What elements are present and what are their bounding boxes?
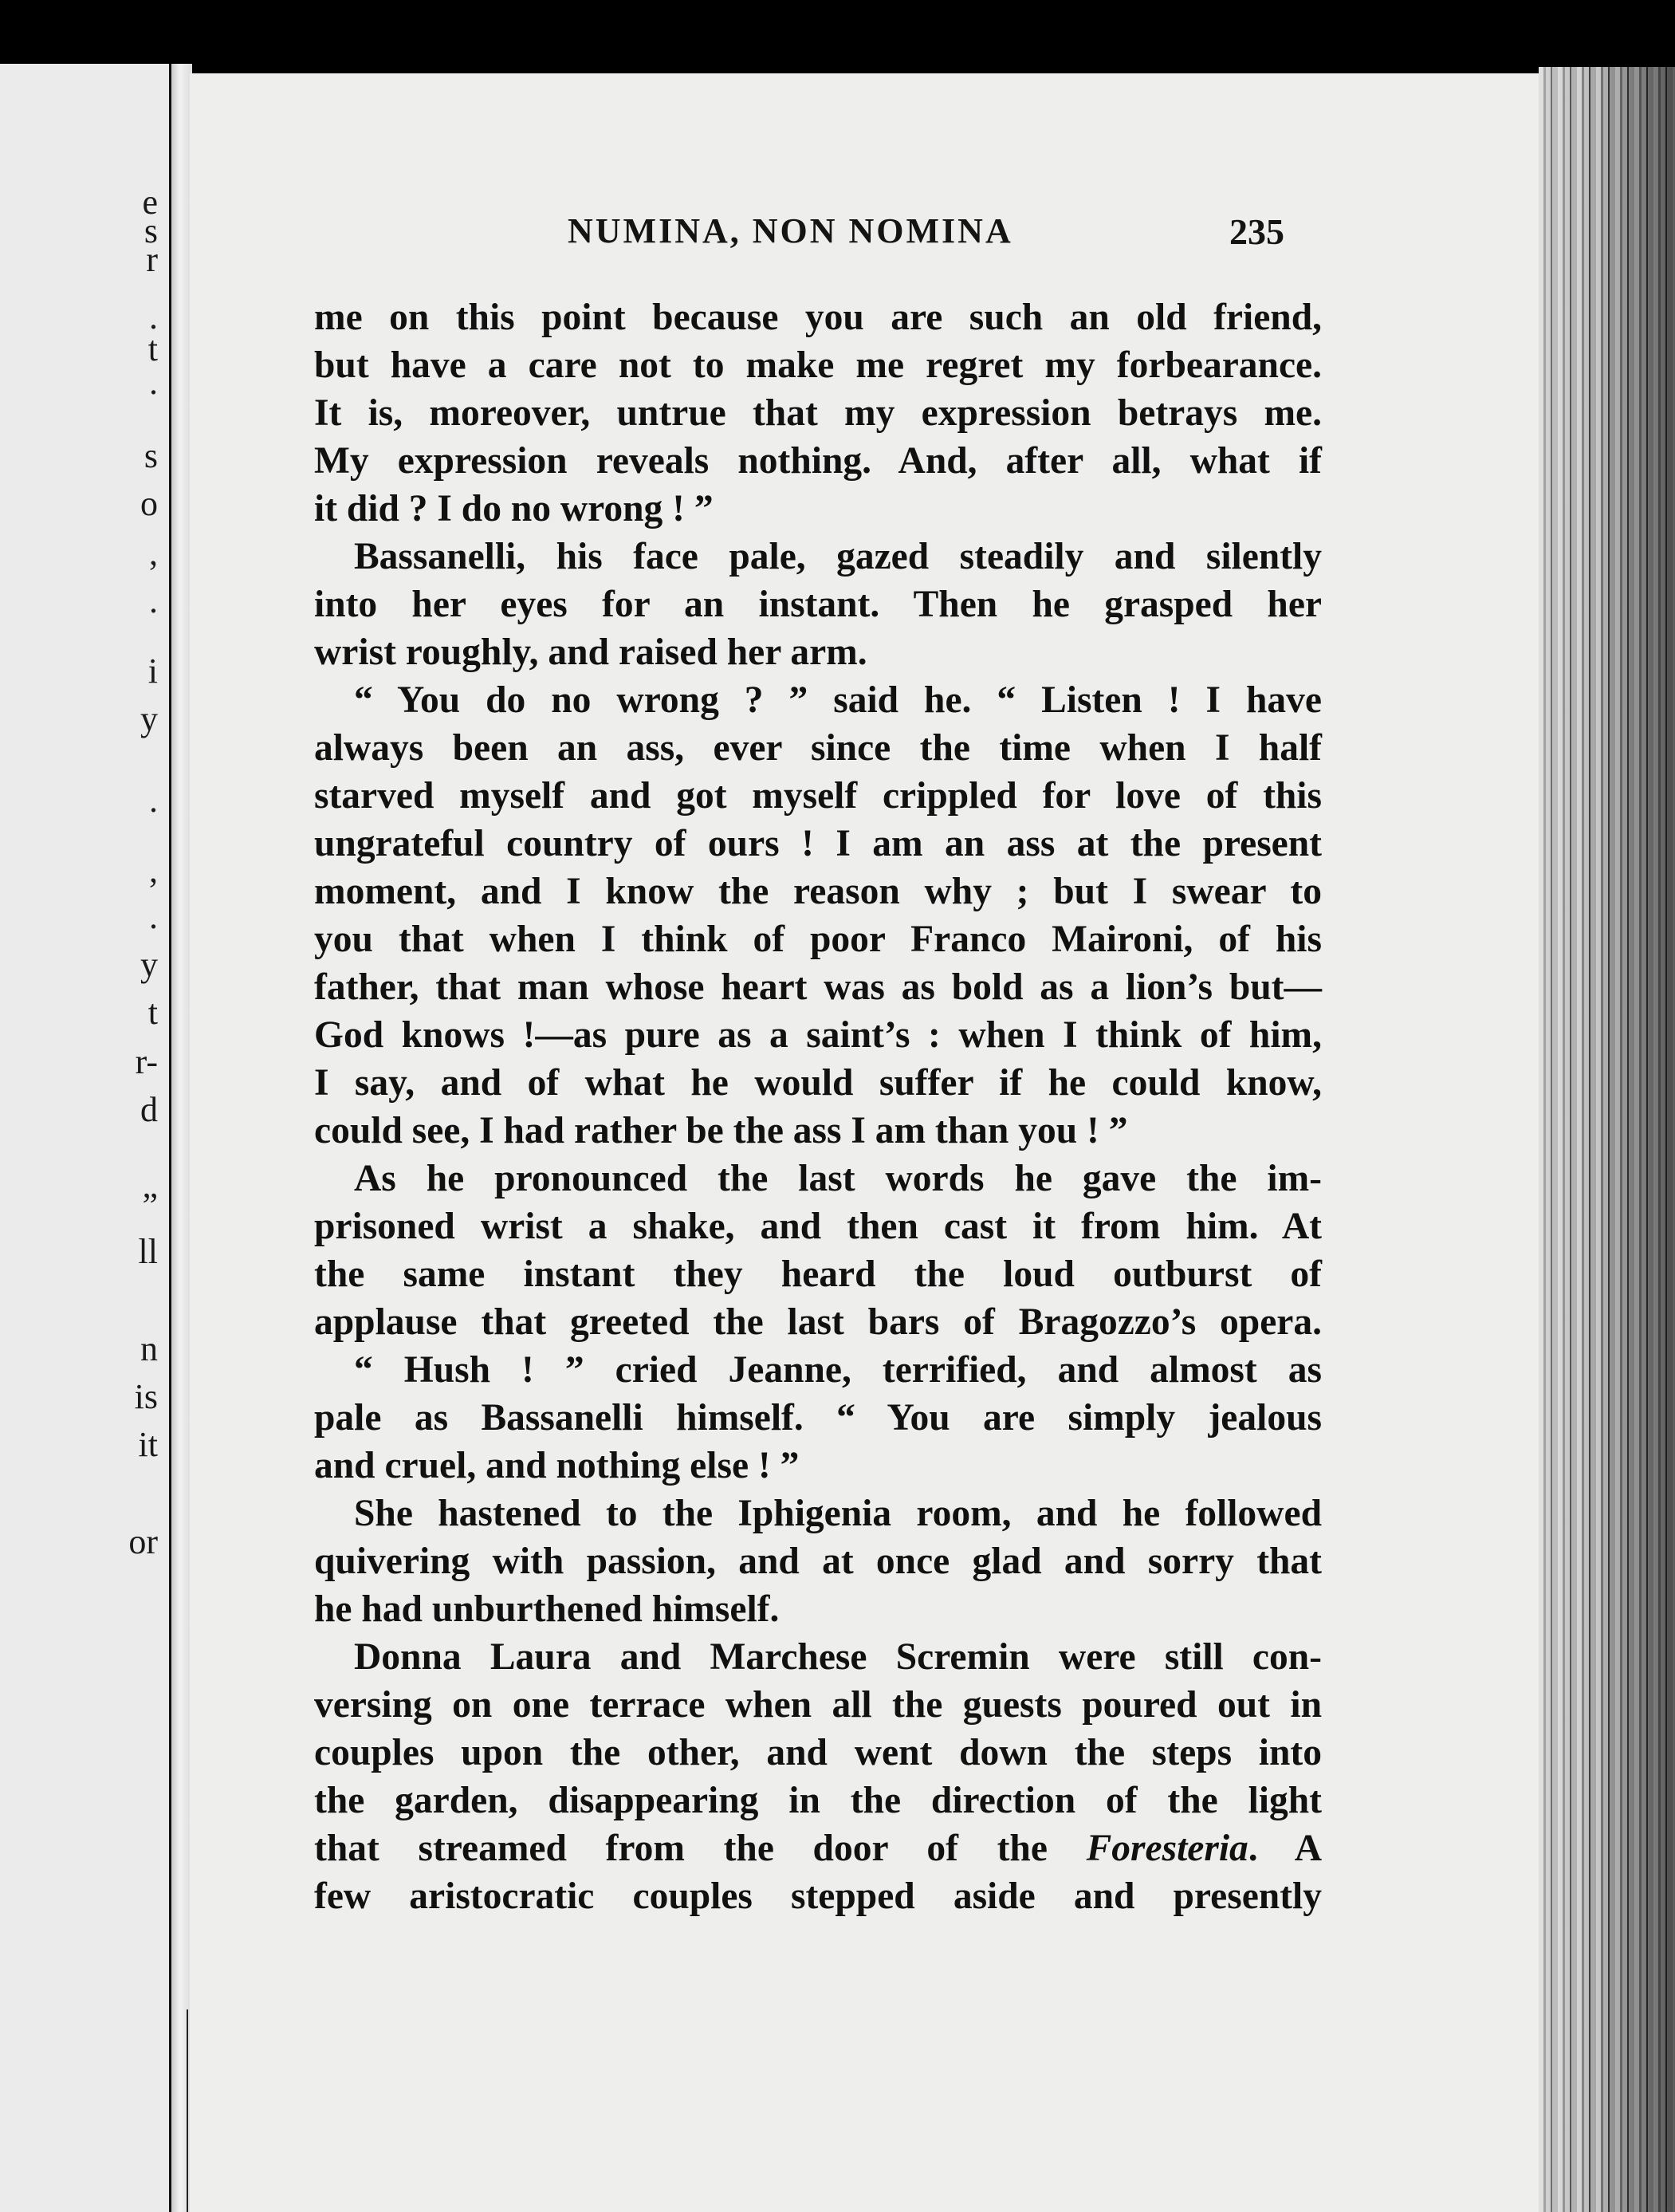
text-line: applause that greeted the last bars of Bragozzo’s opera. — [314, 1301, 1322, 1343]
text-line: you that when I think of poor Franco Maironi, of his — [314, 919, 1322, 960]
left-char: s — [144, 436, 158, 475]
left-char: e — [142, 183, 158, 222]
left-char: y — [140, 945, 158, 984]
text-line: Bassanelli, his face pale, gazed steadily and silently — [354, 536, 1322, 577]
text-line: God knows !—as pure as a saint’s : when I think of him, — [314, 1014, 1322, 1056]
left-char: o — [140, 484, 158, 523]
text-line: Donna Laura and Marchese Scremin were still con- — [354, 1636, 1322, 1678]
left-char: t — [147, 993, 158, 1032]
text-line: starved myself and got myself crippled for love of this — [314, 775, 1322, 817]
left-char: t — [147, 329, 158, 368]
gutter-shadow-line — [187, 2009, 188, 2212]
text-line: pale as Bassanelli himself. “ You are simply jealous — [314, 1397, 1322, 1439]
left-char: is — [134, 1377, 158, 1416]
text-line: prisoned wrist a shake, and then cast it from him. At — [314, 1206, 1322, 1247]
left-char: or — [128, 1522, 158, 1561]
left-page-cropped-text — [120, 64, 158, 2212]
left-char: . — [149, 297, 158, 337]
left-char: i — [147, 651, 158, 691]
left-char: , — [149, 533, 158, 573]
left-char: r- — [135, 1042, 158, 1081]
text-line: me on this point because you are such an old friend, — [314, 297, 1322, 338]
italic-word: Foresteria — [1086, 1828, 1248, 1869]
text-line: it did ? I do no wrong ! ” — [314, 488, 714, 529]
left-char: . — [149, 897, 158, 936]
book-gutter — [169, 64, 192, 2212]
text-line: I say, and of what he would suffer if he could know, — [314, 1062, 1322, 1104]
text-line: As he pronounced the last words he gave the im- — [354, 1158, 1322, 1199]
text-line: “ You do no wrong ? ” said he. “ Listen ! I have — [354, 679, 1322, 721]
text-line: into her eyes for an instant. Then he grasped her — [314, 584, 1322, 625]
page-header — [568, 211, 1365, 258]
text-line: few aristocratic couples stepped aside and presently — [314, 1875, 1322, 1917]
text-line-with-italic — [314, 1824, 1322, 1872]
text-line: and cruel, and nothing else ! ” — [314, 1445, 800, 1486]
text-line: versing on one terrace when all the guests poured out in — [314, 1684, 1322, 1726]
left-char: . — [149, 781, 158, 820]
text-line: It is, moreover, untrue that my expression betrays me. — [314, 392, 1322, 434]
text-line: could see, I had rather be the ass I am than you ! ” — [314, 1110, 1128, 1151]
text-line: always been an ass, ever since the time when I half — [314, 727, 1322, 769]
text-run: . A — [1248, 1828, 1323, 1869]
text-line: wrist roughly, and raised her arm. — [314, 632, 867, 673]
left-char: . — [149, 363, 158, 402]
text-line: but have a care not to make me regret my forbearance. — [314, 344, 1322, 386]
left-char: y — [140, 699, 158, 738]
text-line: the garden, disappearing in the direction of the light — [314, 1780, 1322, 1821]
text-line: “ Hush ! ” cried Jeanne, terrified, and almost as — [354, 1349, 1322, 1391]
text-line: ungrateful country of ours ! I am an ass at the present — [314, 823, 1322, 864]
text-line: the same instant they heard the loud outburst of — [314, 1254, 1322, 1295]
text-line: couples upon the other, and went down the steps into — [314, 1732, 1322, 1773]
text-line: father, that man whose heart was as bold as a lion’s but— — [314, 966, 1322, 1008]
left-char: it — [138, 1425, 158, 1464]
left-char: n — [140, 1329, 158, 1368]
page-number: 235 — [1229, 211, 1284, 252]
left-page-edge — [0, 64, 169, 2212]
left-char: , — [149, 851, 158, 890]
page-block-shading — [1539, 67, 1675, 2212]
text-line: She hastened to the Iphigenia room, and he followed — [354, 1493, 1322, 1534]
body-text — [314, 293, 1322, 1920]
text-line: quivering with passion, and at once glad and sorry that — [314, 1541, 1322, 1582]
left-char: d — [140, 1090, 158, 1129]
text-line: moment, and I know the reason why ; but I swear to — [314, 871, 1322, 912]
text-run: that streamed from the door of the — [314, 1828, 1087, 1869]
text-line: My expression reveals nothing. And, after all, what if — [314, 440, 1322, 482]
running-head: NUMINA, NON NOMINA — [568, 211, 1013, 250]
left-char: . — [149, 581, 158, 620]
left-char: r — [146, 240, 158, 279]
text-line: he had unburthened himself. — [314, 1588, 780, 1630]
left-char: ll — [138, 1232, 158, 1271]
left-char: s — [144, 211, 158, 250]
left-char: ” — [142, 1186, 158, 1225]
